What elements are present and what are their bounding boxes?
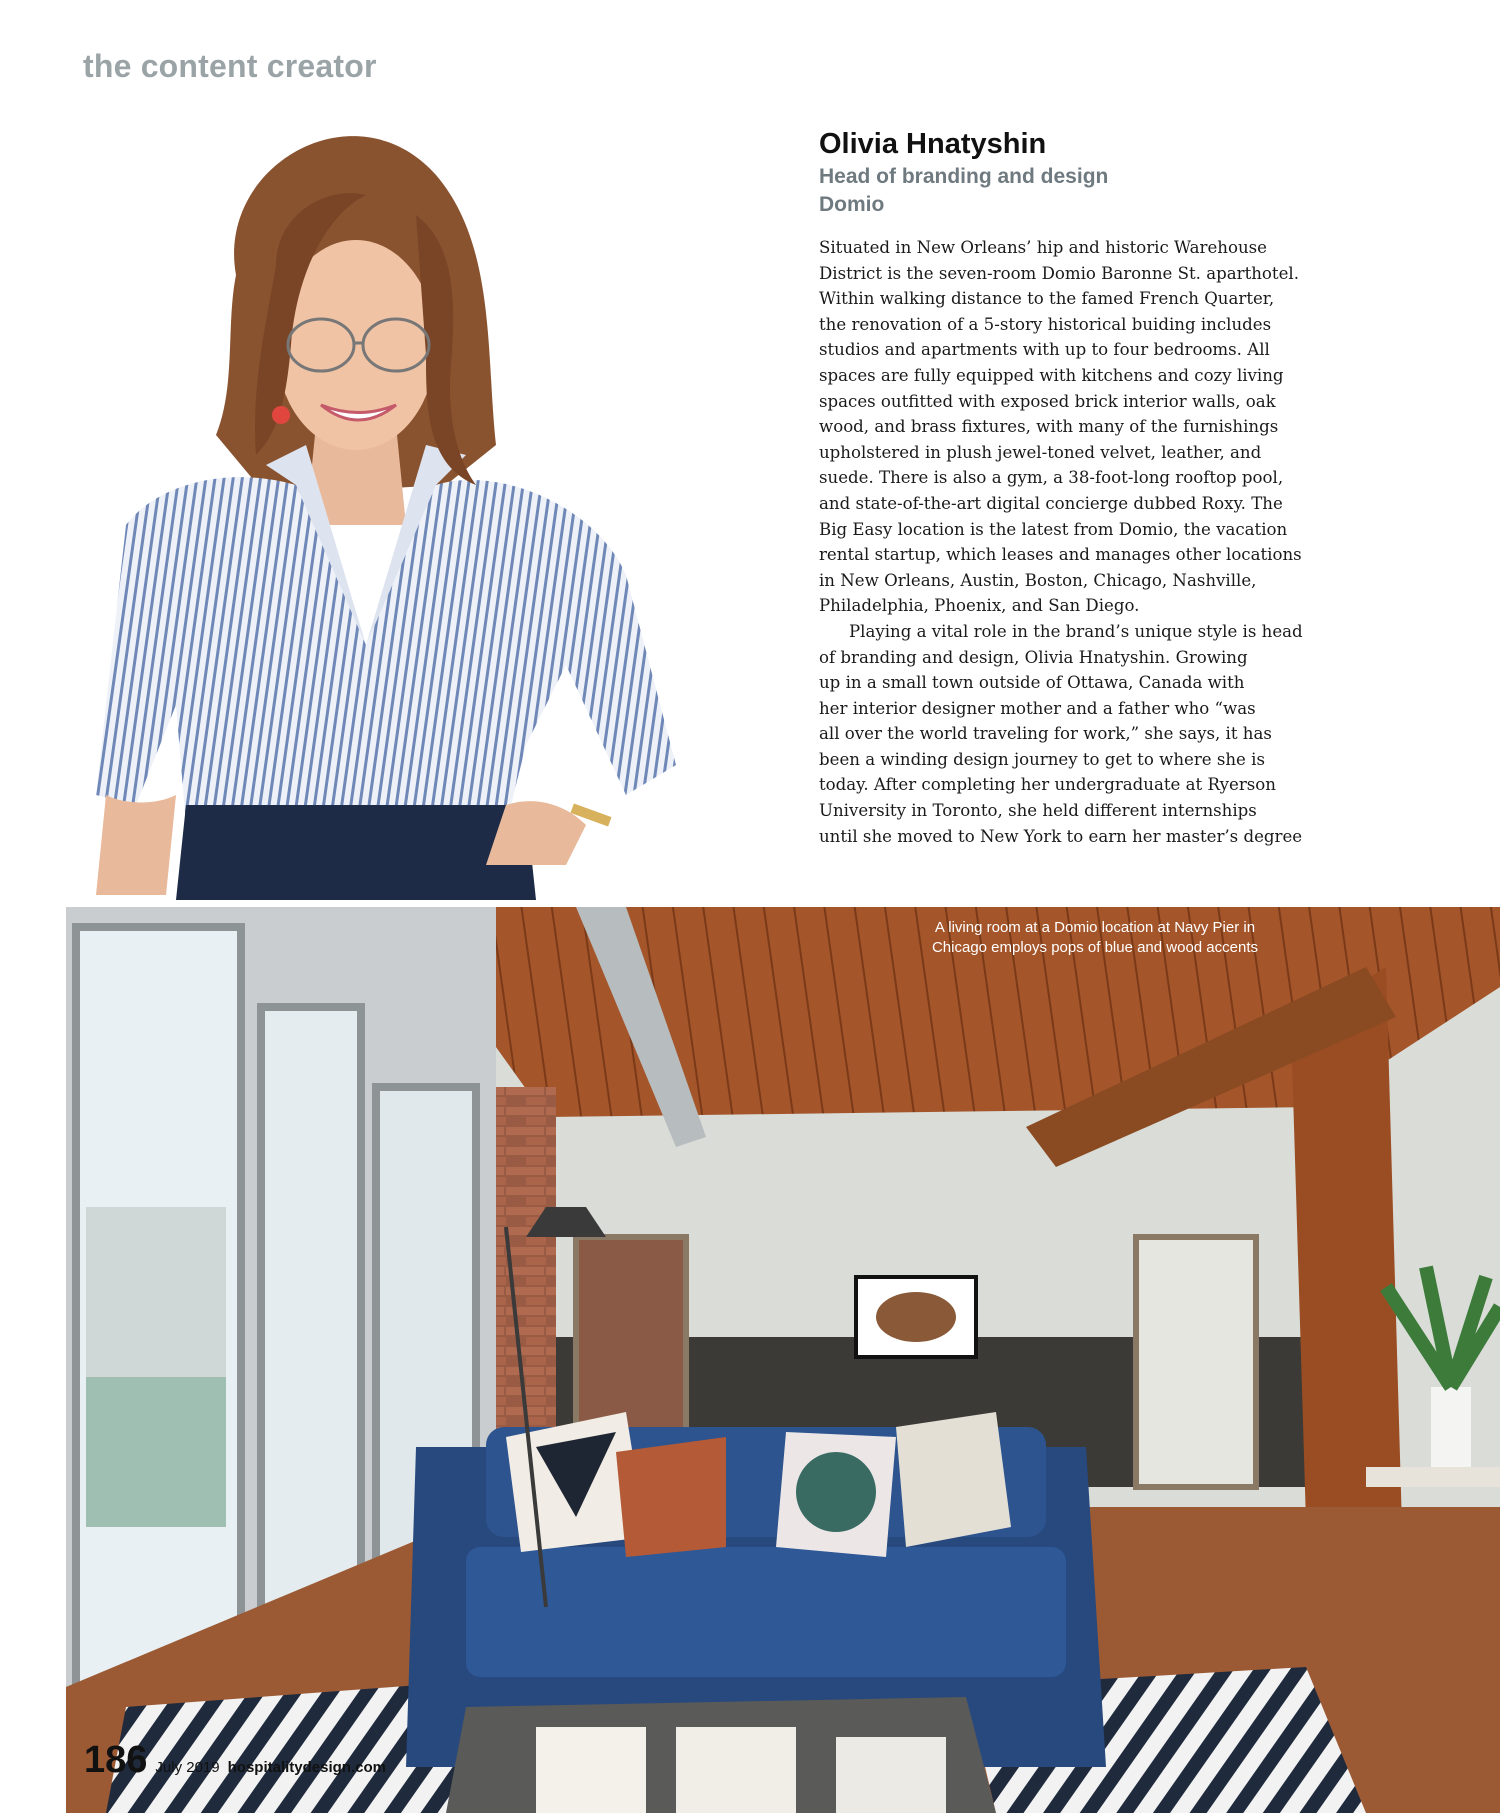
article-line: upholstered in plush jewel-toned velvet, leather, and: [819, 442, 1262, 462]
article-line: spaces outfitted with exposed brick interior walls, oak: [819, 391, 1276, 411]
article-line: District is the seven-room Domio Baronne St. aparthotel.: [819, 263, 1299, 283]
issue-date: July 2019: [155, 1759, 220, 1776]
article-line: until she moved to New York to earn her master’s degree: [819, 826, 1303, 846]
photo-caption: [880, 918, 1310, 958]
article-line: rental startup, which leases and manages other locations: [819, 545, 1302, 565]
article-line: in New Orleans, Austin, Boston, Chicago, Nashville,: [819, 570, 1257, 590]
page-number: 186: [84, 1739, 148, 1781]
article-body: [819, 235, 1349, 849]
website-link[interactable]: hospitalitydesign.com: [227, 1759, 386, 1776]
article-line: and state-of-the-art digital concierge dubbed Roxy. The: [819, 493, 1283, 513]
profile-company: Domio: [819, 193, 885, 216]
article-line: Within walking distance to the famed French Quarter,: [819, 289, 1275, 309]
article-line: Situated in New Orleans’ hip and historic Warehouse: [819, 238, 1268, 257]
caption-line: Chicago employs pops of blue and wood accents: [931, 939, 1259, 956]
portrait-photo: [66, 105, 696, 900]
article-line: University in Toronto, she held different internships: [819, 801, 1257, 821]
article-line: today. After completing her undergraduate at Ryerson: [819, 775, 1276, 795]
article-line: the renovation of a 5-story historical buiding includes: [819, 314, 1272, 334]
section-label: the content creator: [83, 48, 377, 84]
article-line: been a winding design journey to get to where she is: [819, 749, 1265, 769]
article-line: spaces are fully equipped with kitchens and cozy living: [819, 365, 1284, 385]
article-line: of branding and design, Olivia Hnatyshin. Growing: [819, 647, 1248, 667]
profile-role: [819, 163, 1108, 219]
article-line: suede. There is also a gym, a 38-foot-long rooftop pool,: [819, 468, 1284, 488]
profile-name: Olivia Hnatyshin: [819, 128, 1047, 160]
article-line: Big Easy location is the latest from Domio, the vacation: [819, 519, 1288, 539]
living-room-photo: [66, 907, 1500, 1813]
article-line: all over the world traveling for work,” she says, it has: [819, 724, 1272, 744]
article-line: her interior designer mother and a father who “was: [819, 698, 1256, 718]
article-line: studios and apartments with up to four bedrooms. All: [819, 340, 1270, 360]
caption-line: A living room at a Domio location at Navy Pier in: [934, 919, 1256, 936]
article-line: up in a small town outside of Ottawa, Canada with: [819, 673, 1245, 693]
profile-title: Head of branding and design: [819, 165, 1109, 188]
article-line: Philadelphia, Phoenix, and San Diego.: [819, 596, 1140, 616]
page-folio: [84, 1739, 386, 1779]
article-line: wood, and brass fixtures, with many of the furnishings: [819, 417, 1279, 437]
article-line: Playing a vital role in the brand’s unique style is head: [849, 621, 1303, 641]
